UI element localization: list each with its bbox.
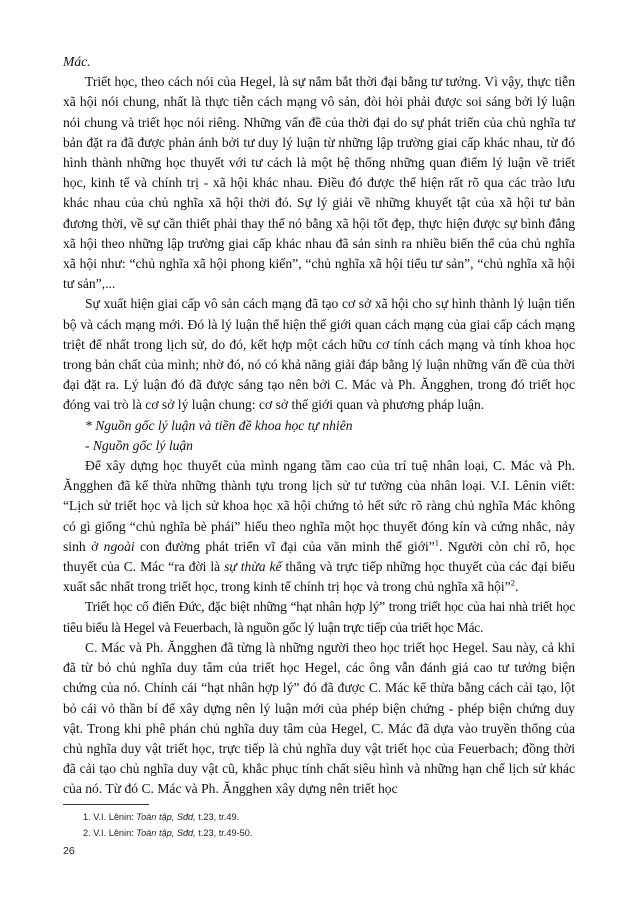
text-run: Để xây dựng học thuyết của mình ngang tầm cao của trí tuệ nhân loại, C. Mác và Ph. Ăngghen đã kế thừa những thành tựu trong lịch sử tư tưởng của nhân loại. V.I. Lênin viết: “Lịch sử triết học và lịch sử khoa học xã hội chứng tỏ hết sức rõ ràng chủ nghĩa Mác không có gì giống “chủ nghĩa bè phái” hiểu theo nghĩa một học thuyết đóng kín và cứng nhắc, nảy sinh ở [63, 458, 575, 554]
paragraph: Triết học, theo cách nói của Hegel, là sự nắm bắt thời đại bằng tư tưởng. Vì vậy, thực tiễn xã hội nói chung, nhất là thực tiễn cách mạng vô sản, đòi hỏi phải được soi sáng bởi lý luận nói chung và triết học nói riêng. Những vấn đề của thời đại do sự phát triển của chủ nghĩa tư bản đặt ra đã được phản ánh bởi tư duy lý luận từ những lập trường giai cấp khác nhau, từ đó hình thành những học thuyết với tư cách là một hệ thống những quan điểm lý luận về triết học, kinh tế và chính trị - xã hội khác nhau. Điều đó được thể hiện rất rõ qua các trào lưu khác nhau của chủ nghĩa xã hội thời đó. Sự lý giải về những khuyết tật của xã hội tư bản đương thời, về sự cần thiết phải thay thế nó bằng xã hội tốt đẹp, thực hiện được sự bình đẳng xã hội theo những lập trường giai cấp khác nhau đã sản sinh ra nhiều biến thể của chủ nghĩa xã hội như: “chủ nghĩa xã hội phong kiến”, “chủ nghĩa xã hội tiểu tư sản”, “chủ nghĩa xã hội tư sản”,... [63, 74, 575, 292]
footnote-ref: 1 [434, 537, 440, 548]
text-run: con đường phát triển vĩ đại của văn minh thế giới” [134, 538, 435, 554]
text-run: . Người còn chỉ rõ, học thuyết của C. Mác “ra đời là [63, 538, 576, 575]
paragraph-continuation: Mác. [63, 54, 91, 69]
paragraph [63, 456, 575, 597]
footnote-2 [83, 825, 252, 841]
section-heading: * Nguồn gốc lý luận và tiền đề khoa học tự nhiên [85, 417, 353, 433]
page-number: 26 [63, 845, 75, 857]
footnote-text: t.23, tr.49-50. [195, 828, 253, 838]
footnote-1 [83, 809, 252, 825]
main-text [63, 52, 575, 800]
emphasis: ngoài [103, 538, 135, 554]
footnote-source: Toàn tập, Sđd, [136, 828, 196, 838]
text-run: . [514, 579, 519, 595]
footnote-text: 2. V.I. Lênin: [83, 828, 137, 838]
text-run: thẳng và trực tiếp những học thuyết của các đại biểu xuất sắc nhất trong triết học, trong kinh tế chính trị học và trong chủ nghĩa xã hội” [63, 559, 576, 595]
footnote-text: t.23, tr.49. [195, 812, 240, 822]
footnote-divider [63, 804, 149, 805]
subsection-heading: - Nguồn gốc lý luận [85, 437, 193, 453]
footnote-text: 1. V.I. Lênin: [83, 812, 137, 822]
footnotes [83, 809, 252, 841]
footnote-source: Toàn tập, Sđd, [136, 812, 196, 822]
footnote-ref: 2 [510, 577, 515, 588]
paragraph: Triết học cổ điển Đức, đặc biệt những “hạt nhân hợp lý” trong triết học của hai nhà triết học tiêu biểu là Hegel và Feuerbach, là nguồn gốc lý luận trực tiếp của triết học Mác. [63, 599, 575, 635]
emphasis: sự thừa kế [224, 559, 282, 575]
paragraph: Sự xuất hiện giai cấp vô sản cách mạng đã tạo cơ sở xã hội cho sự hình thành lý luận tiến bộ và cách mạng mới. Đó là lý luận thể hiện thế giới quan cách mạng của giai cấp cách mạng triệt để nhất trong lịch sử, do đó, kết hợp một cách hữu cơ tính cách mạng và tính khoa học trong bản chất của mình; nhờ đó, nó có khả năng giải đáp bằng lý luận những vấn đề của thời đại đặt ra. Lý luận đó đã được sáng tạo nên bởi C. Mác và Ph. Ăngghen, trong đó triết học đóng vai trò là cơ sở lý luận chung: cơ sở thế giới quan và phương pháp luận. [63, 296, 575, 413]
page-body [63, 52, 575, 800]
paragraph: C. Mác và Ph. Ăngghen đã từng là những người theo học triết học Hegel. Sau này, cả khi đã từ bỏ chủ nghĩa duy tâm của triết học Hegel, các ông vẫn đánh giá cao tư tưởng biện chứng của nó. Chính cái “hạt nhân hợp lý” đó đã được C. Mác kế thừa bằng cách cải tạo, lột bỏ cái vỏ thần bí để xây dựng nên lý luận mới của phép biện chứng - phép biện chứng duy vật. Trong khi phê phán chủ nghĩa duy tâm của Hegel, C. Mác đã dựa vào truyền thống của chủ nghĩa duy vật triết học, trực tiếp là chủ nghĩa duy vật triết học của Feuerbach; đồng thời đã cải tạo chủ nghĩa duy vật cũ, khắc phục tính chất siêu hình và những hạn chế lịch sử khác của nó. Từ đó C. Mác và Ph. Ăngghen xây dựng nên triết học [63, 639, 575, 797]
